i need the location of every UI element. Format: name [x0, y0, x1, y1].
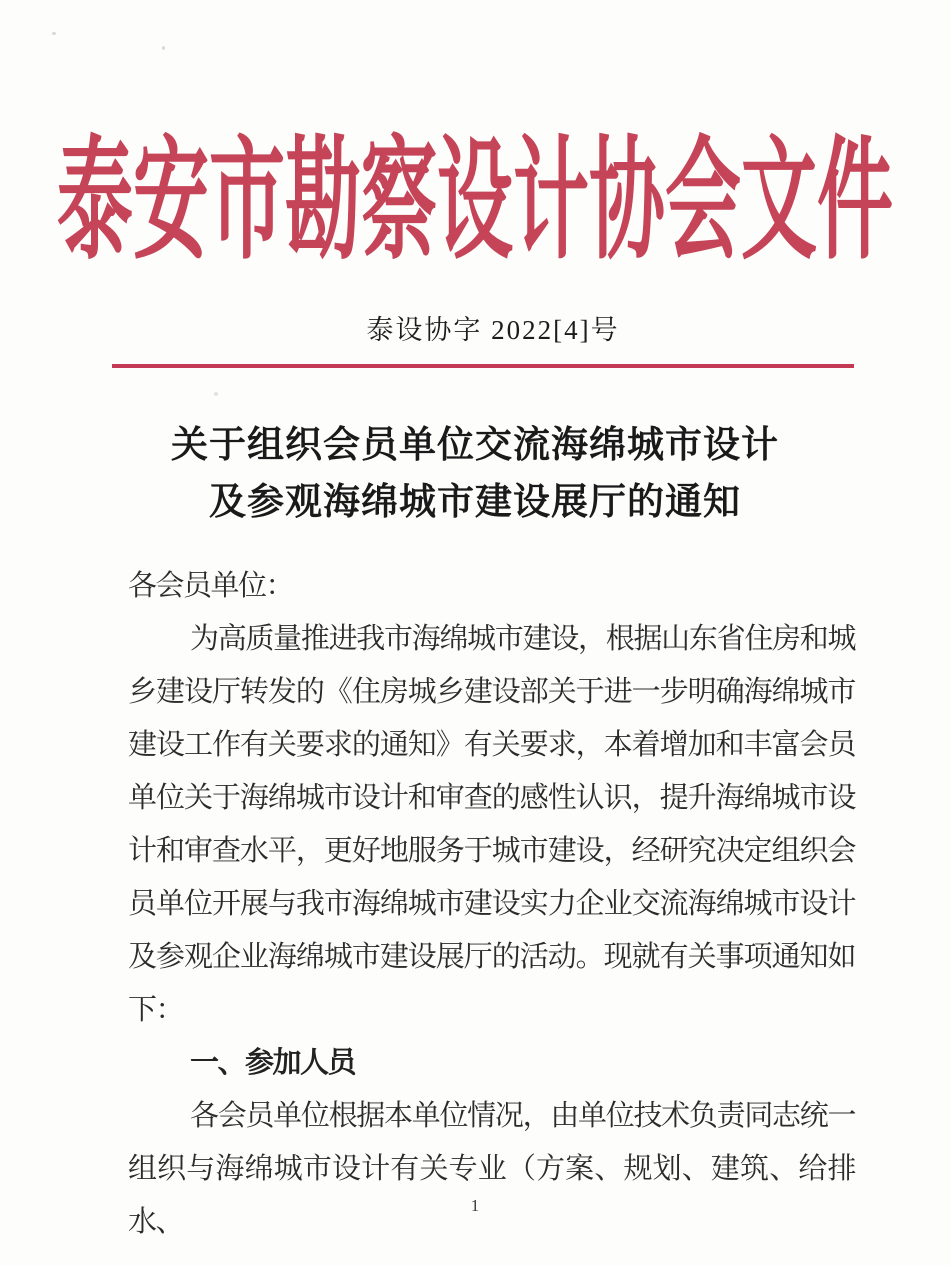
page-number: 1	[470, 1196, 480, 1215]
scan-speck	[52, 32, 56, 35]
section-1-paragraph: 各会员单位根据本单位情况，由单位技术负责同志统一组织与海绵城市设计有关专业（方案、规划、建筑、给排水、	[128, 1100, 855, 1238]
document-title-line1: 关于组织会员单位交流海绵城市设计	[171, 424, 779, 465]
salutation: 各会员单位：	[128, 570, 294, 602]
letterhead-red-rule	[112, 364, 854, 368]
scan-speck	[214, 392, 218, 396]
document-title-line2: 及参观海绵城市建设展厅的通知	[209, 481, 741, 522]
document-number: 泰设协字 2022[4]号	[366, 315, 620, 345]
document-title	[0, 416, 950, 530]
section-1-heading: 一、参加人员	[190, 1047, 356, 1079]
letterhead-title: 泰安市勘察设计协会文件	[57, 129, 893, 276]
intro-paragraph: 为高质量推进我市海绵城市建设，根据山东省住房和城乡建设厅转发的《住房城乡建设部关于进一步明确海绵城市建设工作有关要求的通知》有关要求，本着增加和丰富会员单位关于海绵城市设计和审查的感性认识，提升海绵城市设计和审查水平，更好地服务于城市建设，经研究决定组织会员单位开展与我市海绵城市建设实力企业交流海绵城市设计及参观企业海绵城市建设展厅的活动。现就有关事项通知如下：	[128, 623, 855, 1026]
document-body	[128, 560, 855, 1249]
scan-speck	[162, 46, 165, 50]
